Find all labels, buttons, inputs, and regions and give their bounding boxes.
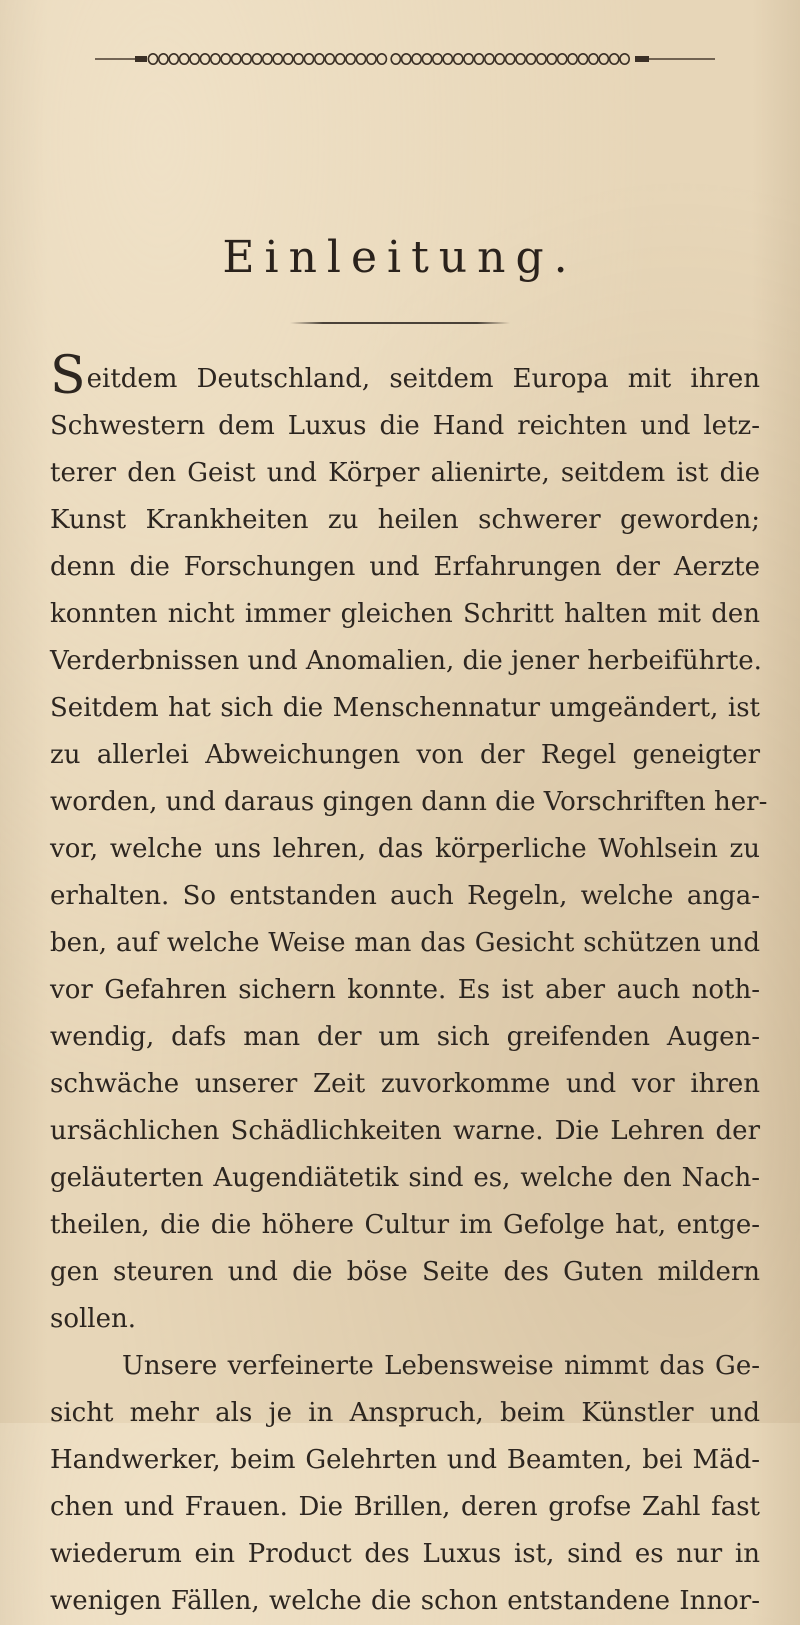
ornament-ring — [284, 54, 293, 64]
first-line-text: eitdem Deutschland, seitdem Europa mit ihren — [86, 364, 760, 394]
ornament-ring — [325, 54, 334, 64]
ornament-ring — [495, 54, 504, 64]
paragraph-1 — [50, 346, 768, 1343]
ornament-ring — [443, 54, 452, 64]
text-line: sollen. — [50, 1304, 137, 1334]
text-line: schwäche unserer Zeit zuvorkomme und vor ihren — [50, 1069, 760, 1099]
ornament-block-right — [635, 56, 649, 62]
text-line: terer den Geist und Körper alienirte, seitdem ist die — [50, 458, 760, 488]
text-line: wiederum ein Product des Luxus ist, sind es nur in — [50, 1539, 760, 1569]
ornament-ring — [454, 54, 463, 64]
ornament-graphic — [95, 50, 715, 68]
ornament-ring — [242, 54, 251, 64]
ornament-ring — [568, 54, 577, 64]
ornament-ring — [506, 54, 515, 64]
ornament-ring — [346, 54, 355, 64]
ornament-ring — [273, 54, 282, 64]
ornament-ring — [474, 54, 483, 64]
ornament-ring — [610, 54, 619, 64]
text-line: wenigen Fällen, welche die schon entstandene Innor- — [50, 1586, 760, 1616]
ornament-ring — [433, 54, 442, 64]
ornament-ring — [263, 54, 272, 64]
text-line: Unsere verfeinerte Lebensweise nimmt das Ge- — [122, 1351, 760, 1381]
text-line: Schwestern dem Luxus die Hand reichten und letz- — [50, 411, 760, 441]
text-line: vor, welche uns lehren, das körperliche Wohlsein zu — [50, 834, 760, 864]
ornament-ring — [402, 54, 411, 64]
ornament-ring — [232, 54, 241, 64]
ornament-ring — [599, 54, 608, 64]
text-line: Kunst Krankheiten zu heilen schwerer geworden; — [50, 505, 760, 535]
ornament-ring — [377, 54, 386, 64]
ornament-ring — [589, 54, 598, 64]
ornament-ring — [211, 54, 220, 64]
ornament-ring — [558, 54, 567, 64]
text-line: denn die Forschungen und Erfahrungen der Aerzte — [50, 552, 760, 582]
ornament-ring — [200, 54, 209, 64]
ornament-ring — [148, 54, 157, 64]
text-line: geläuterten Augendiätetik sind es, welche den Nach- — [50, 1163, 760, 1193]
ornament-ring — [547, 54, 556, 64]
ornament-ring — [526, 54, 535, 64]
body-text — [50, 346, 768, 1625]
ornament-ring — [464, 54, 473, 64]
ornament-ring — [367, 54, 376, 64]
text-line: gen steuren und die böse Seite des Guten mildern — [50, 1257, 760, 1287]
text-line: Seitdem hat sich die Menschennatur umgeändert, ist — [50, 693, 760, 723]
ornament-ring — [412, 54, 421, 64]
ornament-ring — [537, 54, 546, 64]
ornament-ring — [422, 54, 431, 64]
text-line — [50, 346, 760, 406]
text-line: sicht mehr als je in Anspruch, beim Künstler und — [50, 1398, 760, 1428]
ornament-ring — [336, 54, 345, 64]
ornament-ring — [252, 54, 261, 64]
heading-underline — [290, 322, 510, 324]
ornament-rings — [148, 54, 629, 64]
ornament-ring — [221, 54, 230, 64]
text-line: Handwerker, beim Gelehrten und Beamten, bei Mäd- — [50, 1445, 760, 1475]
ornament-ring — [180, 54, 189, 64]
drop-cap: S — [50, 346, 86, 406]
ornamental-border — [95, 50, 715, 68]
ornament-ring — [620, 54, 629, 64]
text-line: chen und Frauen. Die Brillen, deren grofse Zahl fast — [50, 1492, 760, 1522]
text-line: theilen, die die höhere Cultur im Gefolge hat, entge- — [50, 1210, 760, 1240]
ornament-ring — [356, 54, 365, 64]
text-line: worden, und daraus gingen dann die Vorschriften her- — [50, 787, 768, 817]
ornament-block-left — [135, 56, 147, 62]
text-line: ben, auf welche Weise man das Gesicht schützen und — [50, 928, 760, 958]
text-line: vor Gefahren sichern konnte. Es ist aber auch noth- — [50, 975, 760, 1005]
paragraph-2 — [50, 1343, 760, 1625]
ornament-ring — [190, 54, 199, 64]
ornament-ring — [315, 54, 324, 64]
text-line: wendig, dafs man der um sich greifenden Augen- — [50, 1022, 760, 1052]
ornament-ring — [294, 54, 303, 64]
text-line: zu allerlei Abweichungen von der Regel geneigter — [50, 740, 760, 770]
ornament-ring — [485, 54, 494, 64]
ornament-ring — [304, 54, 313, 64]
text-line: erhalten. So entstanden auch Regeln, welche anga- — [50, 881, 760, 911]
text-line: konnten nicht immer gleichen Schritt halten mit den — [50, 599, 760, 629]
chapter-heading: Einleitung. — [222, 232, 578, 283]
text-line: ursächlichen Schädlichkeiten warne. Die Lehren der — [50, 1116, 760, 1146]
ornament-ring — [159, 54, 168, 64]
ornament-ring — [578, 54, 587, 64]
text-line: Verderbnissen und Anomalien, die jener herbeiführte. — [50, 646, 762, 676]
ornament-ring — [516, 54, 525, 64]
ornament-ring — [169, 54, 178, 64]
ornament-ring — [391, 54, 400, 64]
